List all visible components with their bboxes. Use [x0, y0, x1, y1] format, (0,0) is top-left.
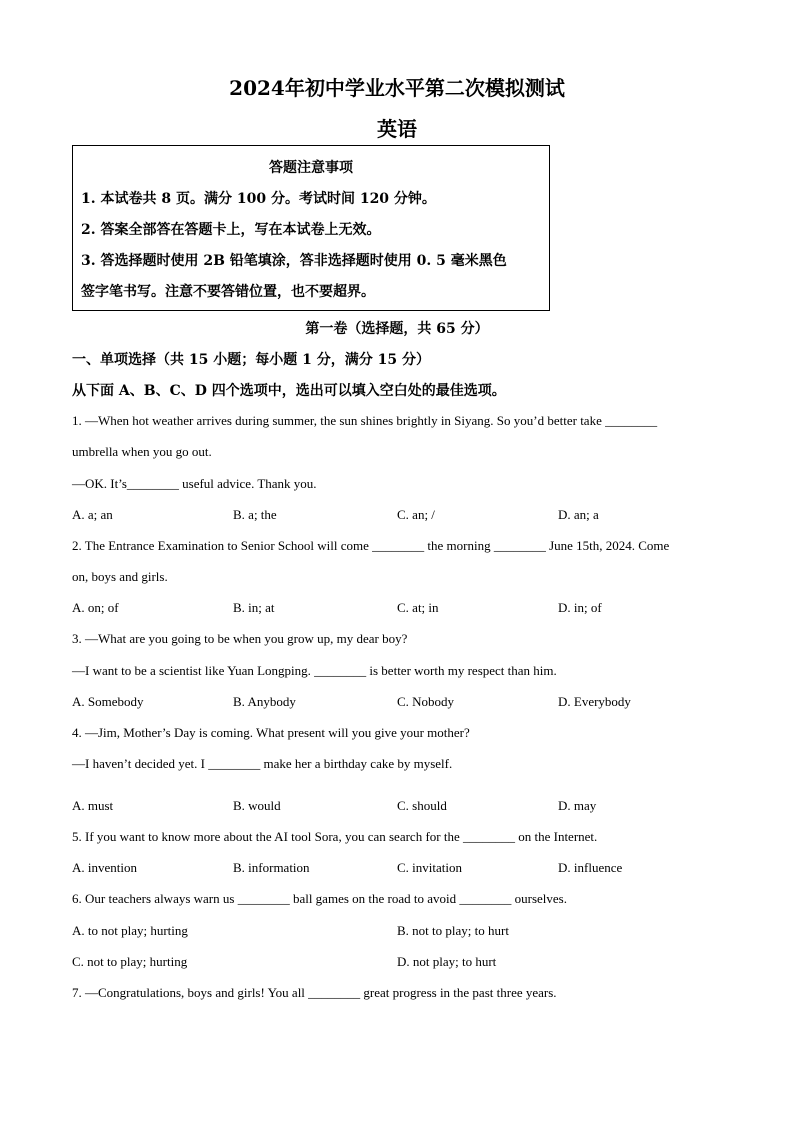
question-2-option-d: D. in; of: [558, 600, 602, 615]
question-2-option-a: A. on; of: [72, 600, 119, 615]
question-6-option-a: A. to not play; hurting: [72, 923, 188, 938]
question-1-line: 1. —When hot weather arrives during summer, the sun shines brightly in Siyang. So you’d better take ________: [72, 413, 658, 428]
question-2-option-b: B. in; at: [233, 600, 275, 615]
question-1-option-a: A. a; an: [72, 507, 113, 522]
question-6-line: 6. Our teachers always warn us ________ ball games on the road to avoid ________ ourselves.: [72, 891, 567, 906]
notice-line: 2. 答案全部答在答题卡上，写在本试卷上无效。: [81, 222, 381, 238]
question-2-option-c: C. at; in: [397, 600, 439, 615]
section-instruction: 从下面 A、B、C、D 四个选项中，选出可以填入空白处的最佳选项。: [72, 383, 506, 399]
question-4-option-a: A. must: [72, 798, 114, 813]
question-4-line: —I haven’t decided yet. I ________ make her a birthday cake by myself.: [72, 756, 453, 771]
question-7-line: 7. —Congratulations, boys and girls! You all ________ great progress in the past three years.: [72, 985, 557, 1000]
question-3-option-d: D. Everybody: [558, 694, 631, 709]
section-title: 一、单项选择（共 15 小题；每小题 1 分，满分 15 分）: [72, 352, 430, 368]
subject-title: 英语: [377, 117, 417, 141]
question-6-option-b: B. not to play; to hurt: [397, 923, 509, 938]
question-6-option-c: C. not to play; hurting: [72, 954, 188, 969]
question-3-line: 3. —What are you going to be when you grow up, my dear boy?: [72, 631, 408, 646]
question-1-line: umbrella when you go out.: [72, 444, 212, 459]
question-3-option-c: C. Nobody: [397, 694, 455, 709]
notice-box: [72, 145, 550, 311]
exam-title: 2024年初中学业水平第二次模拟测试: [229, 76, 565, 100]
question-1-line: —OK. It’s________ useful advice. Thank you.: [72, 476, 317, 491]
notice-line: 签字笔书写。注意不要答错位置，也不要超界。: [81, 284, 375, 300]
question-5-option-b: B. information: [233, 860, 310, 875]
question-2-line: 2. The Entrance Examination to Senior School will come ________ the morning ________ June 15th, 2024. Come: [72, 538, 670, 553]
question-4-option-b: B. would: [233, 798, 281, 813]
question-5-option-c: C. invitation: [397, 860, 462, 875]
question-4-option-d: D. may: [558, 798, 597, 813]
question-3-option-b: B. Anybody: [233, 694, 296, 709]
notice-heading: 答题注意事项: [269, 160, 353, 176]
question-5-option-a: A. invention: [72, 860, 137, 875]
question-2-line: on, boys and girls.: [72, 569, 168, 584]
question-6-option-d: D. not play; to hurt: [397, 954, 497, 969]
question-5-option-d: D. influence: [558, 860, 623, 875]
notice-line: 3. 答选择题时使用 2B 铅笔填涂，答非选择题时使用 0. 5 毫米黑色: [81, 253, 507, 269]
question-4-option-c: C. should: [397, 798, 447, 813]
question-3-line: —I want to be a scientist like Yuan Longping. ________ is better worth my respect than him.: [72, 663, 557, 678]
question-1-option-d: D. an; a: [558, 507, 599, 522]
question-4-line: 4. —Jim, Mother’s Day is coming. What present will you give your mother?: [72, 725, 470, 740]
notice-line: 1. 本试卷共 8 页。满分 100 分。考试时间 120 分钟。: [81, 191, 436, 207]
question-1-option-c: C. an; /: [397, 507, 435, 522]
question-3-option-a: A. Somebody: [72, 694, 144, 709]
part-title: 第一卷（选择题，共 65 分）: [305, 321, 489, 337]
question-5-line: 5. If you want to know more about the AI tool Sora, you can search for the ________ on the Internet.: [72, 829, 598, 844]
question-1-option-b: B. a; the: [233, 507, 277, 522]
